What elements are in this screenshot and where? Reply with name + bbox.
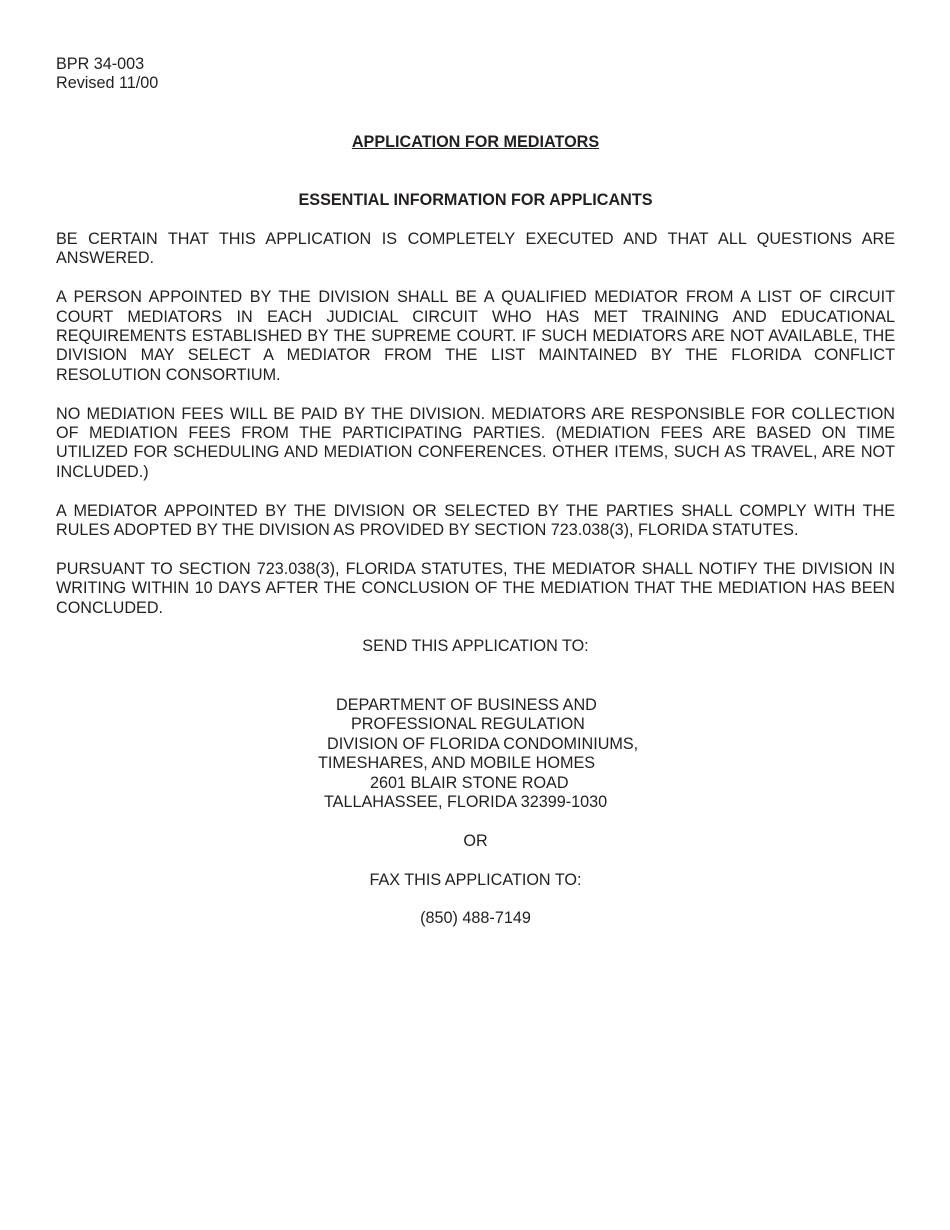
document-title: APPLICATION FOR MEDIATORS <box>351 132 600 151</box>
paragraph-mediation-fees: NO MEDIATION FEES WILL BE PAID BY THE DIVISION. MEDIATORS ARE RESPONSIBLE FOR COLLECTION OF MEDIATION FEES FROM THE PARTICIPATING PARTIES. (MEDIATION FEES ARE BASED ON TIME UTILIZED FOR SCHEDULING AND MEDIATION CONFERENCES. OTHER ITEMS, SUCH AS TRAVEL, ARE NOT INCLUDED.) <box>56 404 895 481</box>
address-line: TIMESHARES, AND MOBILE HOMES <box>318 754 596 773</box>
fax-number: (850) 488-7149 <box>420 909 531 928</box>
paragraph-completion: BE CERTAIN THAT THIS APPLICATION IS COMPLETELY EXECUTED AND THAT ALL QUESTIONS ARE ANSWERED. <box>56 230 895 268</box>
address-line: PROFESSIONAL REGULATION <box>351 715 585 734</box>
address-line: 2601 BLAIR STONE ROAD <box>370 773 569 792</box>
form-number: BPR 34-003 <box>56 55 145 73</box>
address-line: TALLAHASSEE, FLORIDA 32399-1030 <box>324 792 608 811</box>
form-identifier <box>56 55 895 94</box>
address-line: DIVISION OF FLORIDA CONDOMINIUMS, <box>327 734 639 753</box>
document-subtitle: ESSENTIAL INFORMATION FOR APPLICANTS <box>298 191 653 210</box>
paragraph-rules-compliance: A MEDIATOR APPOINTED BY THE DIVISION OR SELECTED BY THE PARTIES SHALL COMPLY WITH THE RULES ADOPTED BY THE DIVISION AS PROVIDED BY SECTION 723.038(3), FLORIDA STATUTES. <box>56 501 895 540</box>
document-page <box>56 55 895 929</box>
address-line: DEPARTMENT OF BUSINESS AND <box>336 695 597 714</box>
send-to-heading: SEND THIS APPLICATION TO: <box>362 637 589 656</box>
paragraph-qualified-mediator: A PERSON APPOINTED BY THE DIVISION SHALL BE A QUALIFIED MEDIATOR FROM A LIST OF CIRCUIT COURT MEDIATORS IN EACH JUDICIAL CIRCUIT WHO HAS MET TRAINING AND EDUCATIONAL REQUIREMENTS ESTABLISHED BY THE SUPREME COURT. IF SUCH MEDIATORS ARE NOT AVAILABLE, THE DIVISION MAY SELECT A MEDIATOR FROM THE LIST MAINTAINED BY THE FLORIDA CONFLICT RESOLUTION CONSORTIUM. <box>56 288 895 384</box>
paragraph-notification: PURSUANT TO SECTION 723.038(3), FLORIDA STATUTES, THE MEDIATOR SHALL NOTIFY THE DIVISION IN WRITING WITHIN 10 DAYS AFTER THE CONCLUSION OF THE MEDIATION THAT THE MEDIATION HAS BEEN CONCLUDED. <box>56 559 895 617</box>
mailing-address <box>318 696 658 812</box>
or-separator: OR <box>463 831 488 850</box>
form-revision: Revised 11/00 <box>56 74 159 93</box>
fax-to-heading: FAX THIS APPLICATION TO: <box>369 870 582 889</box>
